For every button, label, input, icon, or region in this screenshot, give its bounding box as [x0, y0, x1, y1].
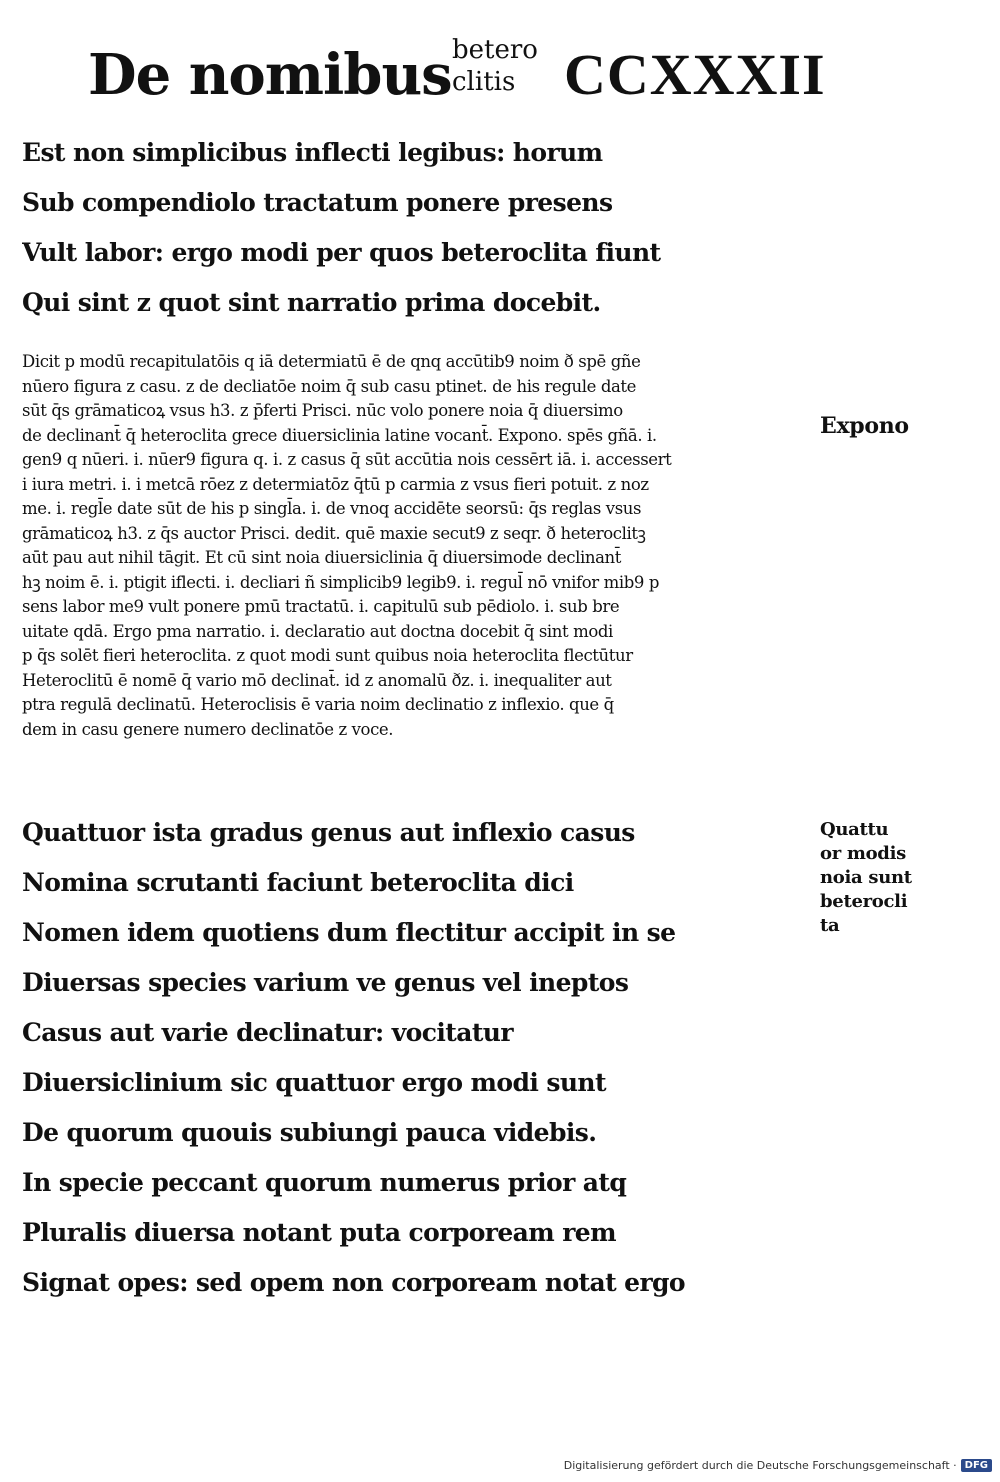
- commentary-line: me. i. regl̄e date sūt de his p singl̄a. i. de vnoq accidēte seorsū: q̄s reglas vsus: [22, 499, 642, 518]
- commentary-line: aūt pau aut nihil tāgit. Et cū sint noia diuersiclinia q̄ diuersimode declinant̄: [22, 548, 622, 567]
- commentary-block: [22, 350, 802, 742]
- commentary-line: gen9 q nūeri. i. nūer9 figura q. i. z casus q̄ sūt accūtia nois cessērt iā. i. accessert: [22, 450, 672, 469]
- commentary-line: de declinant̄ q̄ heteroclita grece diuersiclinia latine vocant̄. Expono. spēs gñā. i.: [22, 425, 657, 445]
- margin-note-text: Expono: [820, 413, 909, 439]
- verse-line: Diuersas species varium ve genus vel ineptos: [22, 968, 629, 997]
- verse-line: Diuersiclinium sic quattuor ergo modi sunt: [22, 1068, 606, 1097]
- verse-line: Sub compendiolo tractatum ponere presens: [22, 188, 613, 217]
- margin-note-line: ta: [820, 915, 840, 936]
- verse-line: In specie peccant quorum numerus prior atq: [22, 1168, 627, 1197]
- margin-note-quattuor: [820, 818, 930, 938]
- commentary-line: dem in casu genere numero declinatōe z voce.: [22, 719, 394, 739]
- verse-line: Nomen idem quotiens dum flectitur accipit in se: [22, 918, 676, 947]
- verse-line: Nomina scrutanti faciunt beteroclita dici: [22, 868, 574, 897]
- folio-number: CCXXXII: [564, 42, 826, 107]
- commentary-line: nūero figura z casu. z de decliatōe noim q̄ sub casu ptinet. de his regule date: [22, 376, 637, 396]
- credit-text: Digitalisierung gefördert durch die Deutsche Forschungsgemeinschaft ·: [563, 1459, 957, 1472]
- verse-block-bottom: [22, 808, 742, 1308]
- dfg-logo-icon: DFG: [961, 1459, 992, 1472]
- commentary-line: i iura metri. i. i metcā rōez z determiatōz q̄tū p carmia z vsus fieri potuit. z noz: [22, 474, 649, 494]
- commentary-line: grāmaticoꝝ h3. z q̄s auctor Prisci. dedit. quē maxie secut9 z seqr. ð heteroclitꝫ: [22, 523, 646, 543]
- verse-line: Vult labor: ergo modi per quos beteroclita fiunt: [22, 238, 661, 267]
- verse-line: Est non simplicibus inflecti legibus: horum: [22, 138, 603, 167]
- header-stack-top: betero: [452, 35, 538, 65]
- verse-line: Pluralis diuersa notant puta corpoream rem: [22, 1218, 616, 1247]
- commentary-line: uitate qdā. Ergo pma narratio. i. declaratio aut doctna docebit q̄ sint modi: [22, 621, 613, 641]
- commentary-line: sens labor me9 vult ponere pmū tractatū. i. capitulū sub pēdiolo. i. sub bre: [22, 597, 620, 616]
- commentary-line: p q̄s solēt fieri heteroclita. z quot modi sunt quibus noia heteroclita flectūtur: [22, 646, 633, 665]
- commentary-line: Heteroclitū ē nomē q̄ vario mō declinat̄. id z anomalū ðz. i. inequaliter aut: [22, 670, 612, 690]
- verse-line: Quattuor ista gradus genus aut inflexio casus: [22, 818, 635, 847]
- header-stack-bottom: clitis: [452, 67, 516, 97]
- running-header: [88, 30, 828, 120]
- commentary-line: sūt q̄s grāmaticoꝝ vsus h3. z p̄ferti Prisci. nūc volo ponere noia q̄ diuersimo: [22, 401, 623, 420]
- margin-note-line: Quattu: [820, 819, 889, 840]
- verse-line: Casus aut varie declinatur: vocitatur: [22, 1018, 513, 1047]
- header-title-stack: [452, 34, 542, 98]
- commentary-line: ptra regulā declinatū. Heteroclisis ē varia noim declinatio z inflexio. que q̄: [22, 695, 614, 714]
- verse-block-top: [22, 128, 742, 328]
- margin-note-expono: [820, 414, 930, 438]
- commentary-line: Dicit p modū recapitulatōis q iā determiatū ē de qnq accūtib9 noim ð spē gñe: [22, 352, 641, 371]
- verse-line: Qui sint z quot sint narratio prima docebit.: [22, 288, 601, 317]
- digitization-credit: [564, 1459, 992, 1472]
- commentary-line: hꝫ noim ē. i. ptigit iflecti. i. decliari ñ simplicib9 legib9. i. regul̄ nō vnifor mib9 p: [22, 572, 659, 592]
- margin-note-line: beterocli: [820, 891, 908, 912]
- header-title: De nomibus: [88, 42, 452, 108]
- verse-line: Signat opes: sed opem non corpoream notat ergo: [22, 1268, 685, 1297]
- margin-note-line: noia sunt: [820, 867, 912, 888]
- margin-note-line: or modis: [820, 843, 906, 864]
- verse-line: De quorum quouis subiungi pauca videbis.: [22, 1118, 597, 1147]
